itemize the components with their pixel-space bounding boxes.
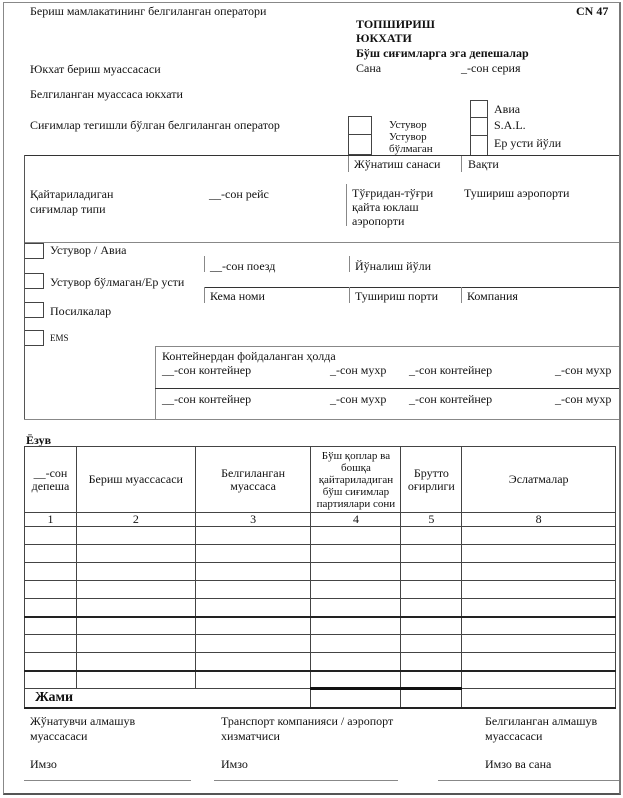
cell[interactable] [76, 527, 195, 545]
table-header-row [25, 447, 616, 513]
surface-checkbox[interactable] [470, 135, 488, 156]
container-number-3[interactable]: __-сон контейнер [162, 392, 252, 406]
cell[interactable] [311, 527, 401, 545]
total-row [25, 689, 616, 708]
air-label: Авиа [494, 102, 521, 116]
divider [155, 388, 619, 389]
container-title: Контейнердан фойдаланган ҳолда [162, 349, 336, 363]
container-number-1[interactable]: __-сон контейнер [162, 363, 252, 377]
cell[interactable] [25, 671, 77, 689]
seal-number-4[interactable]: _-сон мухр [555, 392, 612, 406]
divider [155, 346, 619, 347]
non-priority-checkbox[interactable] [348, 134, 372, 155]
cell[interactable] [311, 599, 401, 617]
cell[interactable] [401, 581, 462, 599]
table-row [25, 635, 616, 653]
port-of-unloading-label[interactable]: Тушириш порти [355, 289, 438, 303]
form-title-line1: ТОПШИРИШ [356, 17, 435, 31]
cell[interactable] [76, 545, 195, 563]
direct-transship-line2: қайта юклаш [352, 200, 419, 214]
divider [348, 156, 349, 172]
table-row [25, 545, 616, 563]
container-number-2[interactable]: _-сон контейнер [409, 363, 493, 377]
priority-air-label: Устувор / Авиа [50, 243, 127, 257]
divider [204, 287, 619, 288]
cell[interactable] [401, 635, 462, 653]
dispatching-office-label[interactable]: Юкхат бериш муассасаси [30, 62, 161, 76]
cell[interactable] [195, 527, 311, 545]
series-label[interactable]: _-сон серия [461, 61, 521, 75]
column-number: 3 [195, 513, 311, 527]
cell[interactable] [311, 671, 401, 689]
destination-office-label[interactable]: Белгиланган муассаса юкхати [30, 87, 183, 101]
non-priority-surface-label: Устувор бўлмаган/Ер усти [50, 275, 185, 289]
cell[interactable] [462, 599, 616, 617]
surface-label: Ер усти йўли [494, 136, 562, 150]
divider [204, 287, 205, 303]
seal-number-2[interactable]: _-сон мухр [555, 363, 612, 377]
returned-receptacles-type-line2: сиғимлар типи [30, 202, 106, 216]
column-number: 5 [401, 513, 462, 527]
non-priority-surface-checkbox[interactable] [24, 273, 44, 289]
returned-receptacles-type-line1: Қайтариладиган [30, 187, 114, 201]
column-number: 1 [25, 513, 77, 527]
direct-transship-line1: Тўғридан-тўғри [352, 186, 434, 200]
cell[interactable] [401, 545, 462, 563]
divider [24, 155, 25, 419]
priority-checkbox[interactable] [348, 116, 372, 135]
priority-air-checkbox[interactable] [24, 243, 44, 259]
cell[interactable] [76, 563, 195, 581]
column-number-row [25, 513, 616, 527]
cell[interactable] [462, 635, 616, 653]
entry-section-title: Ёзув [26, 433, 52, 447]
cell[interactable] [76, 581, 195, 599]
cell[interactable] [76, 635, 195, 653]
cell[interactable] [401, 599, 462, 617]
ems-label: EMS [50, 333, 69, 343]
cell[interactable] [195, 563, 311, 581]
ems-checkbox[interactable] [24, 330, 44, 346]
signature-title-3: Белгиланган алмашув муассасаси [485, 714, 598, 743]
direct-transship-line3[interactable]: аэропорти [352, 214, 405, 228]
air-checkbox[interactable] [470, 100, 488, 118]
container-number-4[interactable]: _-сон контейнер [409, 392, 493, 406]
total-remarks-cell[interactable] [462, 689, 616, 708]
table-row [25, 653, 616, 671]
cell[interactable] [195, 545, 311, 563]
priority-label: Устувор [389, 119, 427, 131]
airport-of-unloading-label[interactable]: Тушириш аэропорти [464, 186, 570, 200]
cell[interactable] [76, 653, 195, 671]
signature-label-3: Имзо ва сана [485, 757, 552, 771]
form-subtitle: Бўш сиғимларга эга депешалар [356, 46, 529, 60]
divider [461, 156, 462, 172]
cell[interactable] [462, 653, 616, 671]
sal-checkbox[interactable] [470, 117, 488, 136]
cell[interactable] [25, 617, 77, 635]
signature-title-1: Жўнатувчи алмашув муассасаси [30, 714, 136, 743]
company-label[interactable]: Компания [467, 289, 518, 303]
total-label: Жами [25, 689, 311, 708]
cell[interactable] [195, 671, 311, 689]
dispatch-date-label[interactable]: Жўнатиш санаси [354, 157, 441, 171]
divider [346, 184, 347, 226]
table-row [25, 563, 616, 581]
cell[interactable] [462, 617, 616, 635]
cell[interactable] [401, 671, 462, 689]
cell[interactable] [25, 563, 77, 581]
header-dispatch-number: __-сон депеша [25, 447, 77, 513]
cell[interactable] [311, 581, 401, 599]
signature-label-1: Имзо [30, 757, 57, 771]
time-label[interactable]: Вақти [468, 157, 499, 171]
table-row [25, 599, 616, 617]
header-dispatching-office: Бериш муассасаси [76, 447, 195, 513]
cell[interactable] [76, 671, 195, 689]
signature-label-2: Имзо [221, 757, 248, 771]
divider [24, 155, 619, 156]
column-number: 2 [76, 513, 195, 527]
form-code: CN 47 [576, 4, 609, 18]
cell[interactable] [311, 635, 401, 653]
total-weight-cell[interactable] [401, 689, 462, 708]
divider [204, 256, 205, 272]
column-number: 8 [462, 513, 616, 527]
table-row [25, 617, 616, 635]
route-label[interactable]: Йўналиш йўли [355, 259, 432, 273]
cell[interactable] [401, 653, 462, 671]
header-destination-office: Белгиланган муассаса [195, 447, 311, 513]
receptacle-operator-label[interactable]: Сиғимлар тегишли бўлган белгиланган оператор [30, 118, 280, 132]
seal-number-1[interactable]: _-сон мухр [330, 363, 387, 377]
cell[interactable] [311, 653, 401, 671]
cell[interactable] [76, 617, 195, 635]
cell[interactable] [462, 581, 616, 599]
cell[interactable] [195, 635, 311, 653]
divider [461, 287, 462, 303]
cell[interactable] [25, 653, 77, 671]
divider [349, 287, 350, 303]
cell[interactable] [25, 581, 77, 599]
flight-number-label[interactable]: __-сон рейс [209, 187, 269, 201]
form-title-line2: ЮКХАТИ [356, 31, 412, 45]
divider [349, 256, 350, 272]
sal-label: S.A.L. [494, 118, 526, 132]
divider [24, 419, 619, 420]
cell[interactable] [311, 545, 401, 563]
table-row [25, 527, 616, 545]
cell[interactable] [195, 581, 311, 599]
cell[interactable] [25, 527, 77, 545]
cell[interactable] [195, 653, 311, 671]
origin-operator-label: Бериш мамлакатининг белгиланган оператори [30, 4, 267, 18]
cell[interactable] [462, 527, 616, 545]
cell[interactable] [25, 545, 77, 563]
header-gross-weight: Брутто оғирлиги [401, 447, 462, 513]
parcels-label: Посилкалар [50, 304, 112, 318]
table-row [25, 671, 616, 689]
signature-line-3[interactable] [438, 780, 619, 781]
cell[interactable] [401, 563, 462, 581]
signature-title-2: Транспорт компанияси / аэропорт хизматчиси [221, 714, 394, 743]
cell[interactable] [462, 671, 616, 689]
cell[interactable] [195, 617, 311, 635]
header-remarks: Эслатмалар [462, 447, 616, 513]
signature-line-2[interactable] [214, 780, 398, 781]
divider [155, 346, 156, 419]
cell[interactable] [76, 599, 195, 617]
cell[interactable] [25, 635, 77, 653]
date-label[interactable]: Сана [356, 61, 382, 75]
cell[interactable] [462, 563, 616, 581]
non-priority-label-line1: Устувор [389, 131, 427, 143]
table-row [25, 581, 616, 599]
seal-number-3[interactable]: _-сон мухр [330, 392, 387, 406]
cell[interactable] [311, 563, 401, 581]
column-number: 4 [311, 513, 401, 527]
entry-table [24, 446, 616, 709]
parcels-checkbox[interactable] [24, 302, 44, 318]
cell[interactable] [401, 527, 462, 545]
total-count-cell[interactable] [311, 689, 401, 708]
cell[interactable] [195, 599, 311, 617]
non-priority-label-line2: бўлмаган [389, 143, 433, 155]
ship-name-label[interactable]: Кема номи [210, 289, 265, 303]
train-number-label[interactable]: __-сон поезд [210, 259, 276, 273]
header-empty-receptacles-count: Бўш қоплар ва бошқа қайтариладиган бўш сиғимлар партиялари сони [311, 447, 401, 513]
cell[interactable] [311, 617, 401, 635]
cell[interactable] [462, 545, 616, 563]
cell[interactable] [401, 617, 462, 635]
cell[interactable] [25, 599, 77, 617]
signature-line-1[interactable] [24, 780, 191, 781]
